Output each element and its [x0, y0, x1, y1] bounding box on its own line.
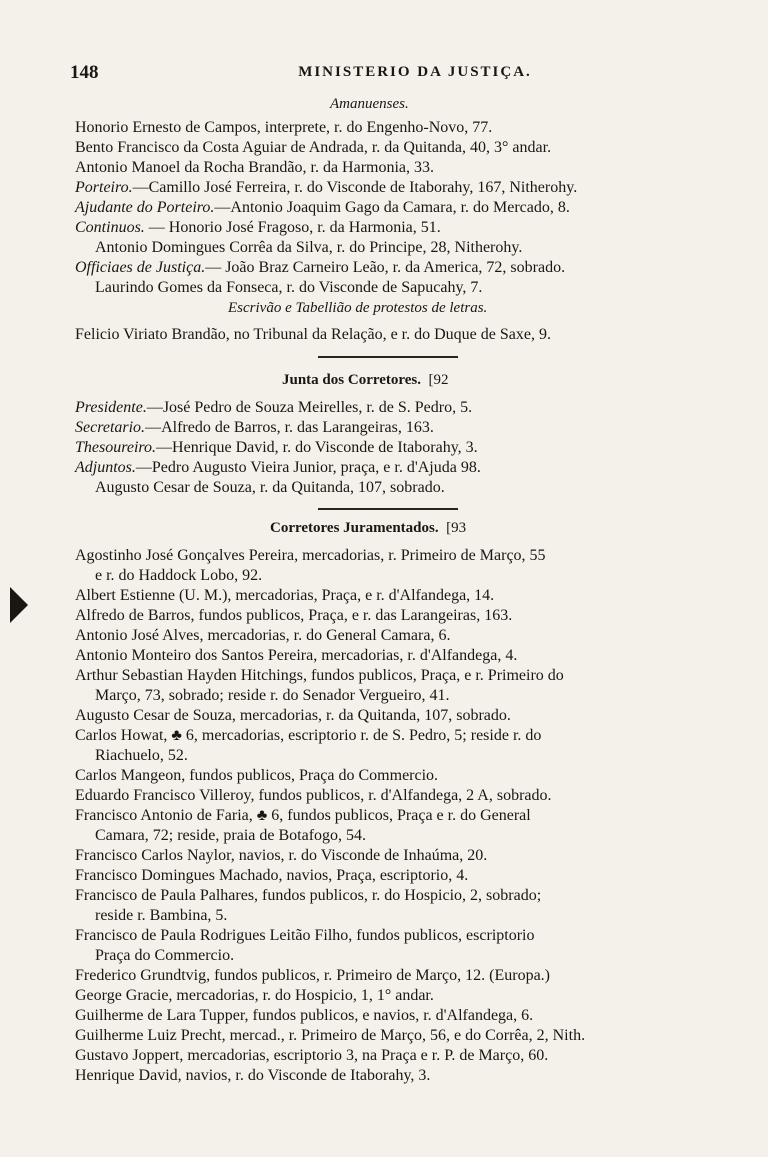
entry-text: — João Braz Carneiro Leão, r. da America, 72, sobrado.: [205, 259, 566, 276]
running-head: MINISTERIO DA JUSTIÇA.: [298, 64, 532, 80]
escrivao-heading: Escrivão e Tabellião de protestos de letras.: [228, 300, 488, 316]
corretor-entry: Francisco Carlos Naylor, navios, r. do Visconde de Inhaúma, 20.: [75, 847, 488, 864]
section-divider: [318, 356, 458, 358]
corretor-entry: Francisco de Paula Palhares, fundos publicos, r. do Hospicio, 2, sobrado;: [75, 887, 542, 904]
entry-text: —Henrique David, r. do Visconde de Itaborahy, 3.: [156, 439, 478, 456]
role-label: Ajudante do Porteiro.: [75, 199, 215, 216]
corretor-entry: Guilherme de Lara Tupper, fundos publicos, e navios, r. d'Alfandega, 6.: [75, 1007, 534, 1024]
corretor-entry: Riachuelo, 52.: [95, 747, 188, 764]
entry-text: —Pedro Augusto Vieira Junior, praça, e r. d'Ajuda 98.: [135, 459, 481, 476]
junta-entry-extra: Augusto Cesar de Souza, r. da Quitanda, 107, sobrado.: [95, 479, 445, 496]
corretor-entry: Frederico Grundtvig, fundos publicos, r. Primeiro de Março, 12. (Europa.): [75, 967, 551, 984]
corretor-entry: Francisco de Paula Rodrigues Leitão Filho, fundos publicos, escriptorio: [75, 927, 535, 944]
junta-title-text: Junta dos Corretores.: [282, 372, 422, 388]
junta-title: [282, 372, 449, 389]
role-label: Presidente.: [75, 399, 147, 416]
corretor-entry: Albert Estienne (U. M.), mercadorias, Praça, e r. d'Alfandega, 14.: [75, 587, 495, 604]
page-header: [70, 62, 700, 86]
officiaes-entry: [75, 258, 705, 278]
corretor-entry: Arthur Sebastian Hayden Hitchings, fundos publicos, Praça, e r. Primeiro do: [75, 667, 564, 684]
continuos-entry-2: Antonio Domingues Corrêa da Silva, r. do Principe, 28, Nitherohy.: [95, 239, 523, 256]
role-label: Continuos.: [75, 219, 145, 236]
ajudante-entry: [75, 198, 705, 218]
junta-ref: [92: [428, 372, 449, 388]
corretor-entry: Francisco Domingues Machado, navios, Praça, escriptorio, 4.: [75, 867, 469, 884]
corretor-entry: Augusto Cesar de Souza, mercadorias, r. da Quitanda, 107, sobrado.: [75, 707, 511, 724]
corretores-title-text: Corretores Juramentados.: [270, 520, 439, 536]
amanuense-entry: Antonio Manoel da Rocha Brandão, r. da Harmonia, 33.: [75, 159, 435, 176]
entry-text: —José Pedro de Souza Meirelles, r. de S. Pedro, 5.: [146, 399, 473, 416]
corretor-entry: Guilherme Luiz Precht, mercad., r. Primeiro de Março, 56, e do Corrêa, 2, Nith.: [75, 1027, 586, 1044]
role-label: Officiaes de Justiça.: [75, 259, 206, 276]
role-label: Thesoureiro.: [75, 439, 157, 456]
page-number: 148: [70, 62, 99, 83]
corretor-entry: Março, 73, sobrado; reside r. do Senador Vergueiro, 41.: [95, 687, 450, 704]
role-label: Porteiro.: [75, 179, 133, 196]
corretores-ref: [93: [446, 520, 467, 536]
junta-entry: [75, 418, 705, 438]
corretor-entry: George Gracie, mercadorias, r. do Hospicio, 1, 1° andar.: [75, 987, 434, 1004]
corretor-entry: Alfredo de Barros, fundos publicos, Praça, e r. das Larangeiras, 163.: [75, 607, 513, 624]
porteiro-entry: [75, 178, 705, 198]
corretor-entry: Praça do Commercio.: [95, 947, 235, 964]
continuos-entry: [75, 218, 705, 238]
escrivao-entry: Felicio Viriato Brandão, no Tribunal da Relação, e r. do Duque de Saxe, 9.: [75, 326, 551, 343]
amanuense-entry: Honorio Ernesto de Campos, interprete, r. do Engenho-Novo, 77.: [75, 119, 493, 136]
corretor-entry: Agostinho José Gonçalves Pereira, mercadorias, r. Primeiro de Março, 55: [75, 547, 546, 564]
corretor-entry: e r. do Haddock Lobo, 92.: [95, 567, 263, 584]
amanuense-entry: Bento Francisco da Costa Aguiar de Andrada, r. da Quitanda, 40, 3° andar.: [75, 139, 552, 156]
corretor-entry: Gustavo Joppert, mercadorias, escriptorio 3, na Praça e r. P. de Março, 60.: [75, 1047, 549, 1064]
amanuenses-heading: Amanuenses.: [330, 96, 409, 112]
junta-entry: [75, 438, 705, 458]
entry-text: —Antonio Joaquim Gago da Camara, r. do Mercado, 8.: [214, 199, 570, 216]
margin-marker-icon: [8, 585, 30, 625]
corretor-entry: Henrique David, navios, r. do Visconde de Itaborahy, 3.: [75, 1067, 431, 1084]
corretor-entry: Carlos Mangeon, fundos publicos, Praça do Commercio.: [75, 767, 439, 784]
officiaes-entry-2: Laurindo Gomes da Fonseca, r. do Visconde de Sapucahy, 7.: [95, 279, 483, 296]
corretor-entry: Carlos Howat, ♣ 6, mercadorias, escriptorio r. de S. Pedro, 5; reside r. do: [75, 727, 542, 744]
corretor-entry: Eduardo Francisco Villeroy, fundos publicos, r. d'Alfandega, 2 A, sobrado.: [75, 787, 552, 804]
corretor-entry: Francisco Antonio de Faria, ♣ 6, fundos publicos, Praça e r. do General: [75, 807, 531, 824]
corretor-entry: Antonio José Alves, mercadorias, r. do General Camara, 6.: [75, 627, 451, 644]
entry-text: —Camillo José Ferreira, r. do Visconde de Itaborahy, 167, Nitherohy.: [132, 179, 578, 196]
corretores-title: [270, 520, 466, 537]
corretor-entry: reside r. Bambina, 5.: [95, 907, 228, 924]
role-label: Adjuntos.: [75, 459, 136, 476]
section-divider: [318, 508, 458, 510]
corretor-entry: Camara, 72; reside, praia de Botafogo, 54.: [95, 827, 367, 844]
entry-text: —Alfredo de Barros, r. das Larangeiras, 163.: [145, 419, 434, 436]
entry-text: — Honorio José Fragoso, r. da Harmonia, 51.: [144, 219, 441, 236]
role-label: Secretario.: [75, 419, 146, 436]
junta-entry: [75, 398, 705, 418]
junta-entry: [75, 458, 705, 478]
corretor-entry: Antonio Monteiro dos Santos Pereira, mercadorias, r. d'Alfandega, 4.: [75, 647, 518, 664]
